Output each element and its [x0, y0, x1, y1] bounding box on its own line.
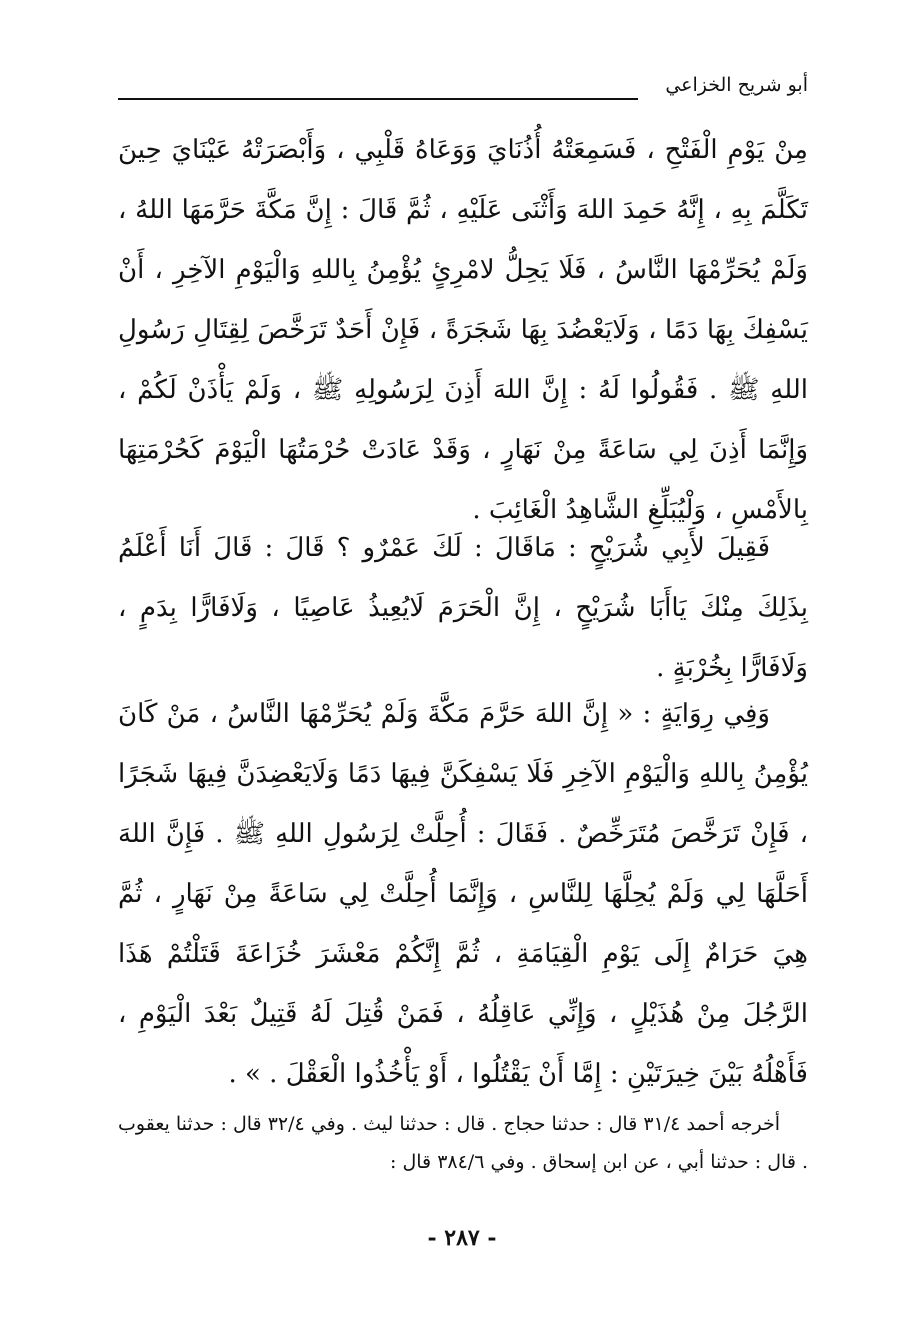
paragraph-abu-shurayh-reply [118, 518, 808, 698]
paragraph-hadith-narration [118, 120, 808, 540]
page-number: - ٢٨٧ - [427, 1225, 497, 1251]
paragraph-other-narration [118, 684, 808, 1104]
footnote-text: أخرجه أحمد ٣١/٤ قال : حدثنا حجاج . قال : حدثنا ليث . وفي ٣٢/٤ قال : حدثنا يعقوب . قال : حدثنا أبي ، عن ابن إسحاق . وفي ٣٨٤/٦ قال : [118, 1113, 808, 1173]
running-header [118, 70, 808, 110]
paragraph-text: مِنْ يَوْمِ الْفَتْحِ ، فَسَمِعَتْهُ أُذُنَايَ وَوَعَاهُ قَلْبِي ، وَأَبْصَرَتْهُ عَيْنَايَ حِينَ تَكَلَّمَ بِهِ ، إِنَّهُ حَمِدَ اللهَ وَأَثْنَى عَلَيْهِ ، ثُمَّ قَالَ : إِنَّ مَكَّةَ حَرَّمَهَا اللهُ ، وَلَمْ يُحَرِّمْهَا النَّاسُ ، فَلَا يَحِلُّ لامْرِئٍ يُؤْمِنُ بِاللهِ وَالْيَوْمِ الآخِرِ ، أَنْ يَسْفِكَ بِهَا دَمًا ، وَلَايَعْضُدَ بِهَا شَجَرَةً ، فَإِنْ أَحَدٌ تَرَخَّصَ لِقِتَالِ رَسُولِ اللهِ ﷺ . فَقُولُوا لَهُ : إِنَّ اللهَ أَذِنَ لِرَسُولِهِ ﷺ ، وَلَمْ يَأْذَنْ لَكُمْ ، وَإِنَّمَا أَذِنَ لِي سَاعَةً مِنْ نَهَارٍ ، وَقَدْ عَادَتْ حُرْمَتُهَا الْيَوْمَ كَحُرْمَتِهَا بِالأَمْسِ ، وَلْيُبَلِّغِ الشَّاهِدُ الْغَائِبَ . [118, 135, 808, 525]
header-title: أبو شريح الخزاعي [665, 74, 808, 96]
footnote [118, 1105, 808, 1181]
paragraph-text: فَقِيلَ لأَبِي شُرَيْحٍ : مَاقَالَ : لَكَ عَمْرٌو ؟ قَالَ : قَالَ أَنَا أَعْلَمُ بِذَلِكَ مِنْكَ يَاأَبَا شُرَيْحٍ ، إِنَّ الْحَرَمَ لَايُعِيذُ عَاصِيًا ، وَلَافَارًّا بِدَمٍ ، وَلَافَارًّا بِخُرْبَةٍ . [118, 533, 808, 683]
paragraph-text: وَفِي رِوَايَةٍ : « إِنَّ اللهَ حَرَّمَ مَكَّةَ وَلَمْ يُحَرِّمْهَا النَّاسُ ، مَنْ كَانَ يُؤْمِنُ بِاللهِ وَالْيَوْمِ الآخِرِ فَلَا يَسْفِكَنَّ فِيهَا دَمًا وَلَايَعْضِدَنَّ فِيهَا شَجَرًا ، فَإِنْ تَرَخَّصَ مُتَرَخِّصٌ . فَقَالَ : أُحِلَّتْ لِرَسُولِ اللهِ ﷺ . فَإِنَّ اللهَ أَحَلَّهَا لِي وَلَمْ يُحِلَّهَا لِلنَّاسِ ، وَإِنَّمَا أُحِلَّتْ لِي سَاعَةً مِنْ نَهَارٍ ، ثُمَّ هِيَ حَرَامٌ إِلَى يَوْمِ الْقِيَامَةِ ، ثُمَّ إِنَّكُمْ مَعْشَرَ خُزَاعَةَ قَتَلْتُمْ هَذَا الرَّجُلَ مِنْ هُذَيْلٍ ، وَإِنِّي عَاقِلُهُ ، فَمَنْ قُتِلَ لَهُ قَتِيلٌ بَعْدَ الْيَوْمِ ، فَأَهْلُهُ بَيْنَ خِيرَتَيْنِ : إِمَّا أَنْ يَقْتُلُوا ، أَوْ يَأْخُذُوا الْعَقْلَ . » . [118, 699, 808, 1089]
header-rule [118, 98, 638, 100]
